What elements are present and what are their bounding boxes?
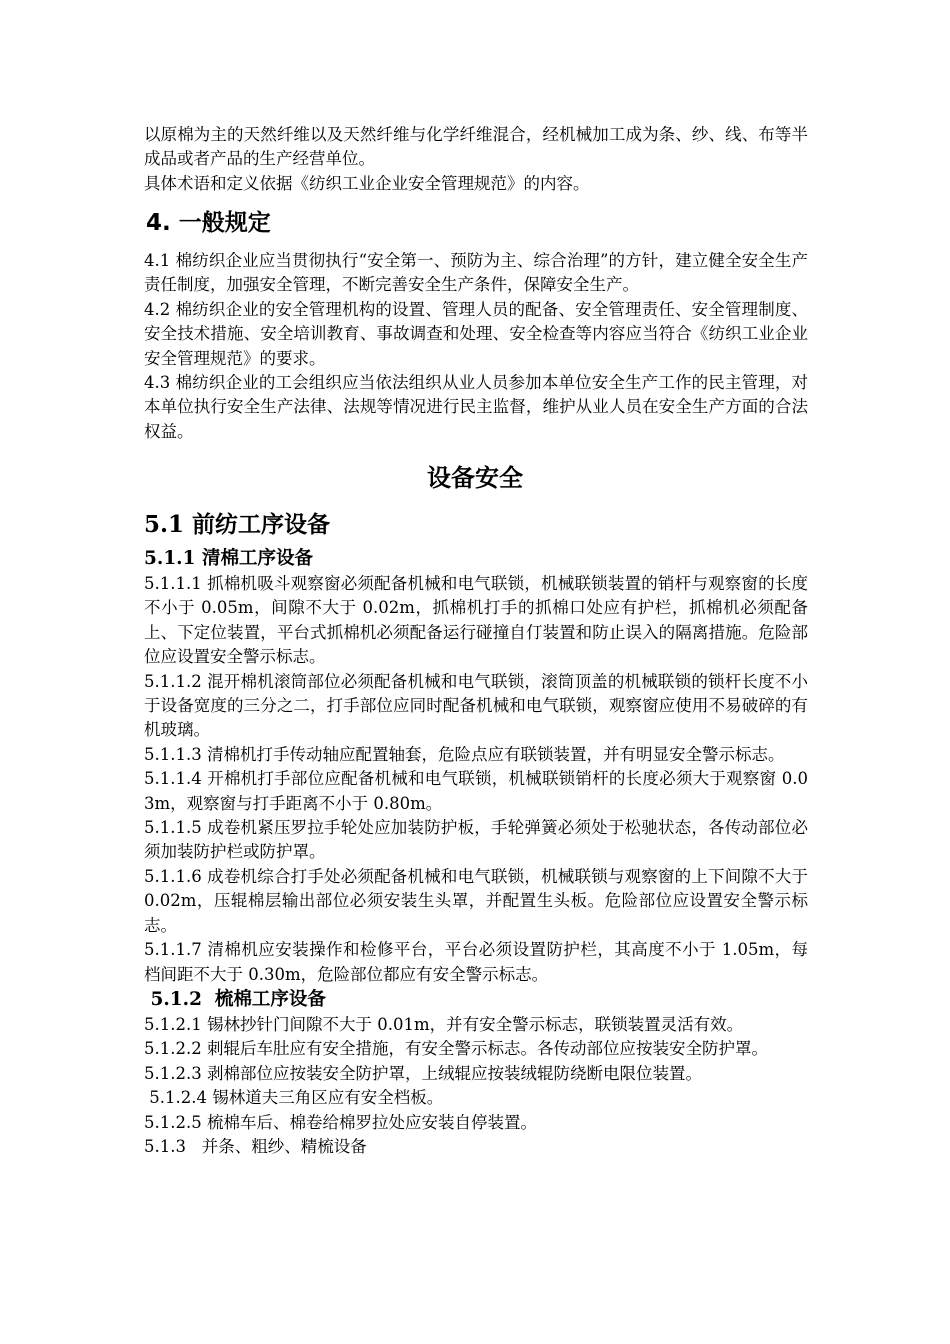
clause-5-1-1-3: 5.1.1.3 清棉机打手传动轴应配置轴套，危险点应有联锁装置，并有明显安全警示标志。 bbox=[144, 744, 785, 764]
intro-paragraph-2: 具体术语和定义依据《纺织工业企业安全管理规范》的内容。 bbox=[144, 173, 590, 193]
section-5-1-1-block bbox=[144, 546, 808, 1159]
section-5-1-2-heading: 5.1.2 梳棉工序设备 bbox=[144, 988, 326, 1010]
clause-5-1-1-1: 5.1.1.1 抓棉机吸斗观察窗必须配备机械和电气联锁，机械联锁装置的销杆与观察窗的长度不小于 0.05m，间隙不大于 0.02m，抓棉机打手的抓棉口处应有护栏，抓棉机必须配备上、下定位装置，平台式抓棉机必须配备运行碰撞自仃装置和防止误入的隔离措施。危险部位应设置安全警示标志。 bbox=[144, 574, 808, 667]
clause-5-1-1-7: 5.1.1.7 清棉机应安装操作和检修平台，平台必须设置防护栏，其高度不小于 1.05m，每档间距不大于 0.30m，危险部位都应有安全警示标志。 bbox=[144, 940, 808, 984]
intro-block bbox=[144, 123, 808, 196]
clause-5-1-1-6: 5.1.1.6 成卷机综合打手处必须配备机械和电气联锁，机械联锁与观察窗的上下间隙不大于 0.02m，压辊棉层输出部位必须安装生头罩，并配置生头板。危险部位应设置安全警示标志。 bbox=[144, 866, 808, 935]
section-5-1-heading: 5.1 前纺工序设备 bbox=[144, 511, 331, 538]
clause-5-1-2-1: 5.1.2.1 锡林抄针门间隙不大于 0.01m，并有安全警示标志，联锁装置灵活有效。 bbox=[144, 1014, 744, 1034]
clause-5-1-2-4: 5.1.2.4 锡林道夫三角区应有安全档板。 bbox=[144, 1088, 444, 1108]
clause-5-1-2-3: 5.1.2.3 剥棉部位应按装安全防护罩，上绒辊应按装绒辊防绕断电限位装置。 bbox=[144, 1063, 702, 1083]
clause-5-1-2-5: 5.1.2.5 梳棉车后、棉卷给棉罗拉处应安装自停装置。 bbox=[144, 1112, 537, 1132]
section-5-1-1-heading: 5.1.1 清棉工序设备 bbox=[144, 548, 313, 569]
section-4-body bbox=[144, 249, 808, 444]
section-4-item-3: 4.3 棉纺织企业的工会组织应当依法组织从业人员参加本单位安全生产工作的民主管理，对本单位执行安全生产法律、法规等情况进行民主监督，维护从业人员在安全生产方面的合法权益。 bbox=[144, 373, 808, 441]
section-4-heading: 4. 一般规定 bbox=[146, 210, 271, 236]
intro-paragraph-1: 以原棉为主的天然纤维以及天然纤维与化学纤维混合，经机械加工成为条、纱、线、布等半成品或者产品的生产经营单位。 bbox=[144, 125, 808, 169]
clause-5-1-1-5: 5.1.1.5 成卷机紧压罗拉手轮处应加装防护板，手轮弹簧必须处于松驰状态，各传动部位必须加装防护栏或防护罩。 bbox=[144, 818, 808, 862]
section-4-item-2: 4.2 棉纺织企业的安全管理机构的设置、管理人员的配备、安全管理责任、安全管理制度、安全技术措施、安全培训教育、事故调查和处理、安全检查等内容应当符合《纺织工业企业安全管理规范》的要求。 bbox=[144, 299, 808, 368]
clause-5-1-2-2: 5.1.2.2 刺辊后车肚应有安全措施，有安全警示标志。各传动部位应按装安全防护罩。 bbox=[144, 1039, 768, 1059]
section-5-heading: 设备安全 bbox=[427, 464, 523, 492]
clause-5-1-1-4: 5.1.1.4 开棉机打手部位应配备机械和电气联锁，机械联锁销杆的长度必须大于观察窗 0.03m，观察窗与打手距离不小于 0.80m。 bbox=[144, 769, 808, 813]
clause-5-1-1-2: 5.1.1.2 混开棉机滚筒部位必须配备机械和电气联锁，滚筒顶盖的机械联锁的锁杆长度不小于设备宽度的三分之二，打手部位应同时配备机械和电气联锁，观察窗应使用不易破碎的有机玻璃。 bbox=[144, 671, 808, 740]
clause-5-1-3: 5.1.3 并条、粗纱、精梳设备 bbox=[144, 1136, 367, 1156]
section-4-item-1: 4.1 棉纺织企业应当贯彻执行“安全第一、预防为主、综合治理”的方针，建立健全安全生产责任制度，加强安全管理，不断完善安全生产条件，保障安全生产。 bbox=[144, 251, 808, 295]
